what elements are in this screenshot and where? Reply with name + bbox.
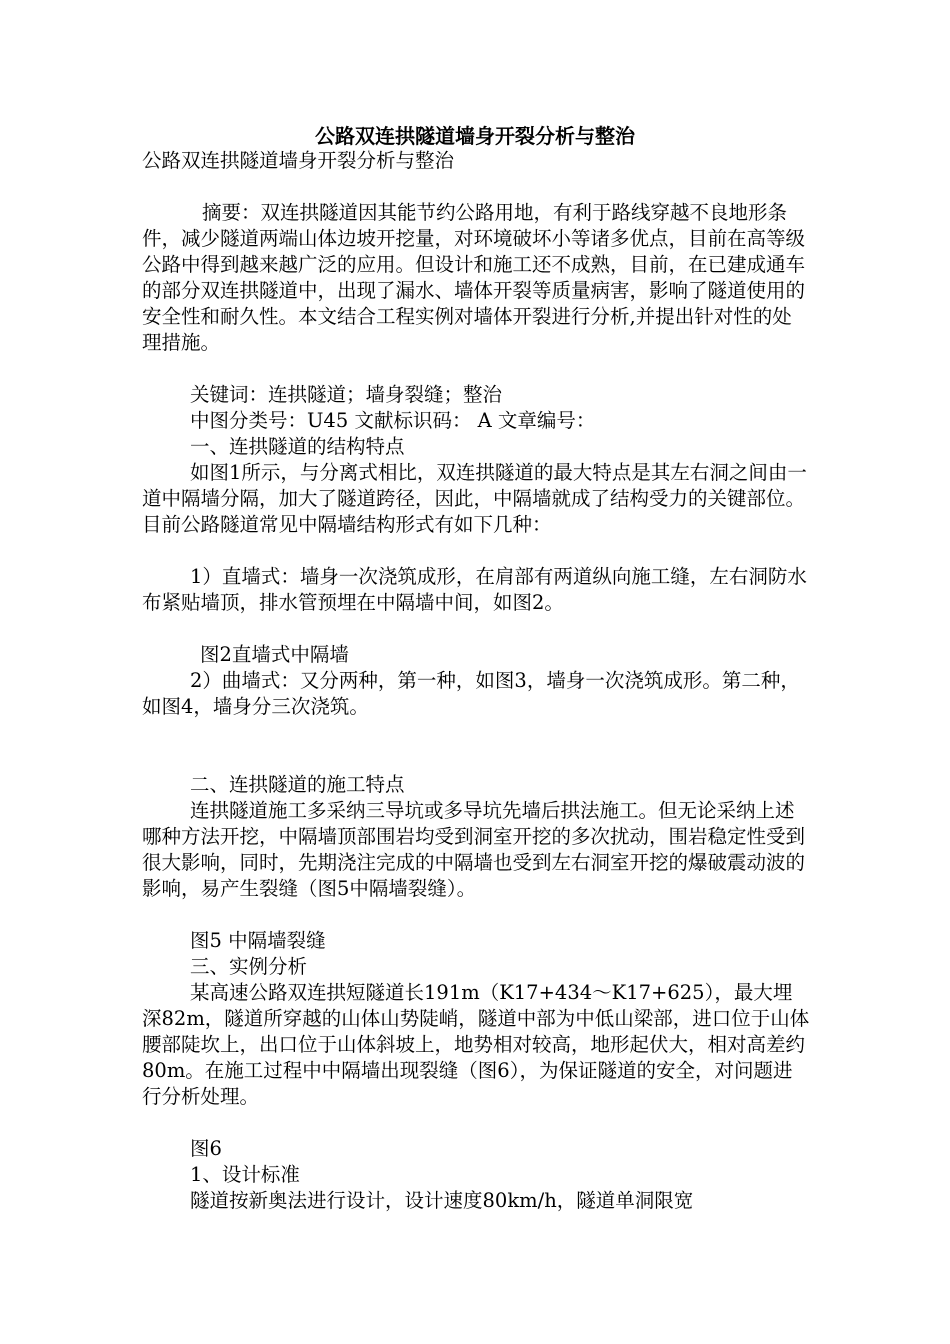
spacer [142, 720, 810, 772]
figure-caption-2: 图2直墙式中隔墙 [200, 643, 349, 666]
keywords-line: 关键词：连拱隧道；墙身裂缝；整治 [190, 383, 503, 406]
spacer [142, 616, 810, 642]
section-heading-3: 三、实例分析 [190, 955, 308, 978]
figure-caption-5: 图5 中隔墙裂缝 [190, 929, 326, 952]
list-item-1: 1）直墙式：墙身一次浇筑成形，在肩部有两道纵向施工缝，左右洞防水布紧贴墙顶，排水管预埋在中隔墙中间，如图2。 [142, 565, 807, 614]
subsection-paragraph-1: 隧道按新奥法进行设计，设计速度80km/h，隧道单洞限宽 [190, 1189, 694, 1212]
spacer [142, 174, 810, 200]
section-heading-2: 二、连拱隧道的施工特点 [190, 773, 405, 796]
spacer [142, 538, 810, 564]
spacer [142, 1110, 810, 1136]
section-paragraph-1: 如图1所示，与分离式相比，双连拱隧道的最大特点是其左右洞之间由一道中隔墙分隔，加大了隧道跨径，因此，中隔墙就成了结构受力的关键部位。目前公路隧道常见中隔墙结构形式有如下几种： [142, 461, 807, 536]
spacer [142, 902, 810, 928]
figure-caption-6: 图6 [190, 1137, 222, 1160]
subsection-heading-1: 1、设计标准 [190, 1163, 300, 1186]
document-body [142, 148, 810, 1214]
document-title: 公路双连拱隧道墙身开裂分析与整治 [315, 124, 635, 148]
section-heading-1: 一、连拱隧道的结构特点 [190, 435, 405, 458]
document-subtitle: 公路双连拱隧道墙身开裂分析与整治 [142, 149, 455, 172]
section-paragraph-2: 连拱隧道施工多采纳三导坑或多导坑先墙后拱法施工。但无论采纳上述哪种方法开挖，中隔墙顶部围岩均受到洞室开挖的多次扰动，围岩稳定性受到很大影响，同时，先期浇注完成的中隔墙也受到左右洞室开挖的爆破震动波的影响，易产生裂缝（图5中隔墙裂缝）。 [142, 799, 806, 900]
classification-line: 中图分类号：U45 文献标识码： A 文章编号： [190, 409, 596, 432]
spacer [142, 356, 810, 382]
list-item-2: 2）曲墙式：又分两种，第一种，如图3，墙身一次浇筑成形。第二种，如图4，墙身分三次浇筑。 [142, 669, 800, 718]
abstract-paragraph: 摘要：双连拱隧道因其能节约公路用地，有利于路线穿越不良地形条件，减少隧道两端山体边坡开挖量，对环境破坏小等诸多优点，目前在高等级公路中得到越来越广泛的应用。但设计和施工还不成熟，目前，在已建成通车的部分双连拱隧道中，出现了漏水、墙体开裂等质量病害，影响了隧道使用的安全性和耐久性。本文结合工程实例对墙体开裂进行分析,并提出针对性的处理措施。 [142, 201, 806, 354]
section-paragraph-3: 某高速公路双连拱短隧道长191m（K17+434～K17+625），最大埋深82m，隧道所穿越的山体山势陡峭，隧道中部为中低山梁部，进口位于山体腰部陡坎上，出口位于山体斜坡上，地势相对较高，地形起伏大，相对高差约80m。在施工过程中中隔墙出现裂缝（图6），为保证隧道的安全，对问题进行分析处理。 [142, 981, 810, 1108]
